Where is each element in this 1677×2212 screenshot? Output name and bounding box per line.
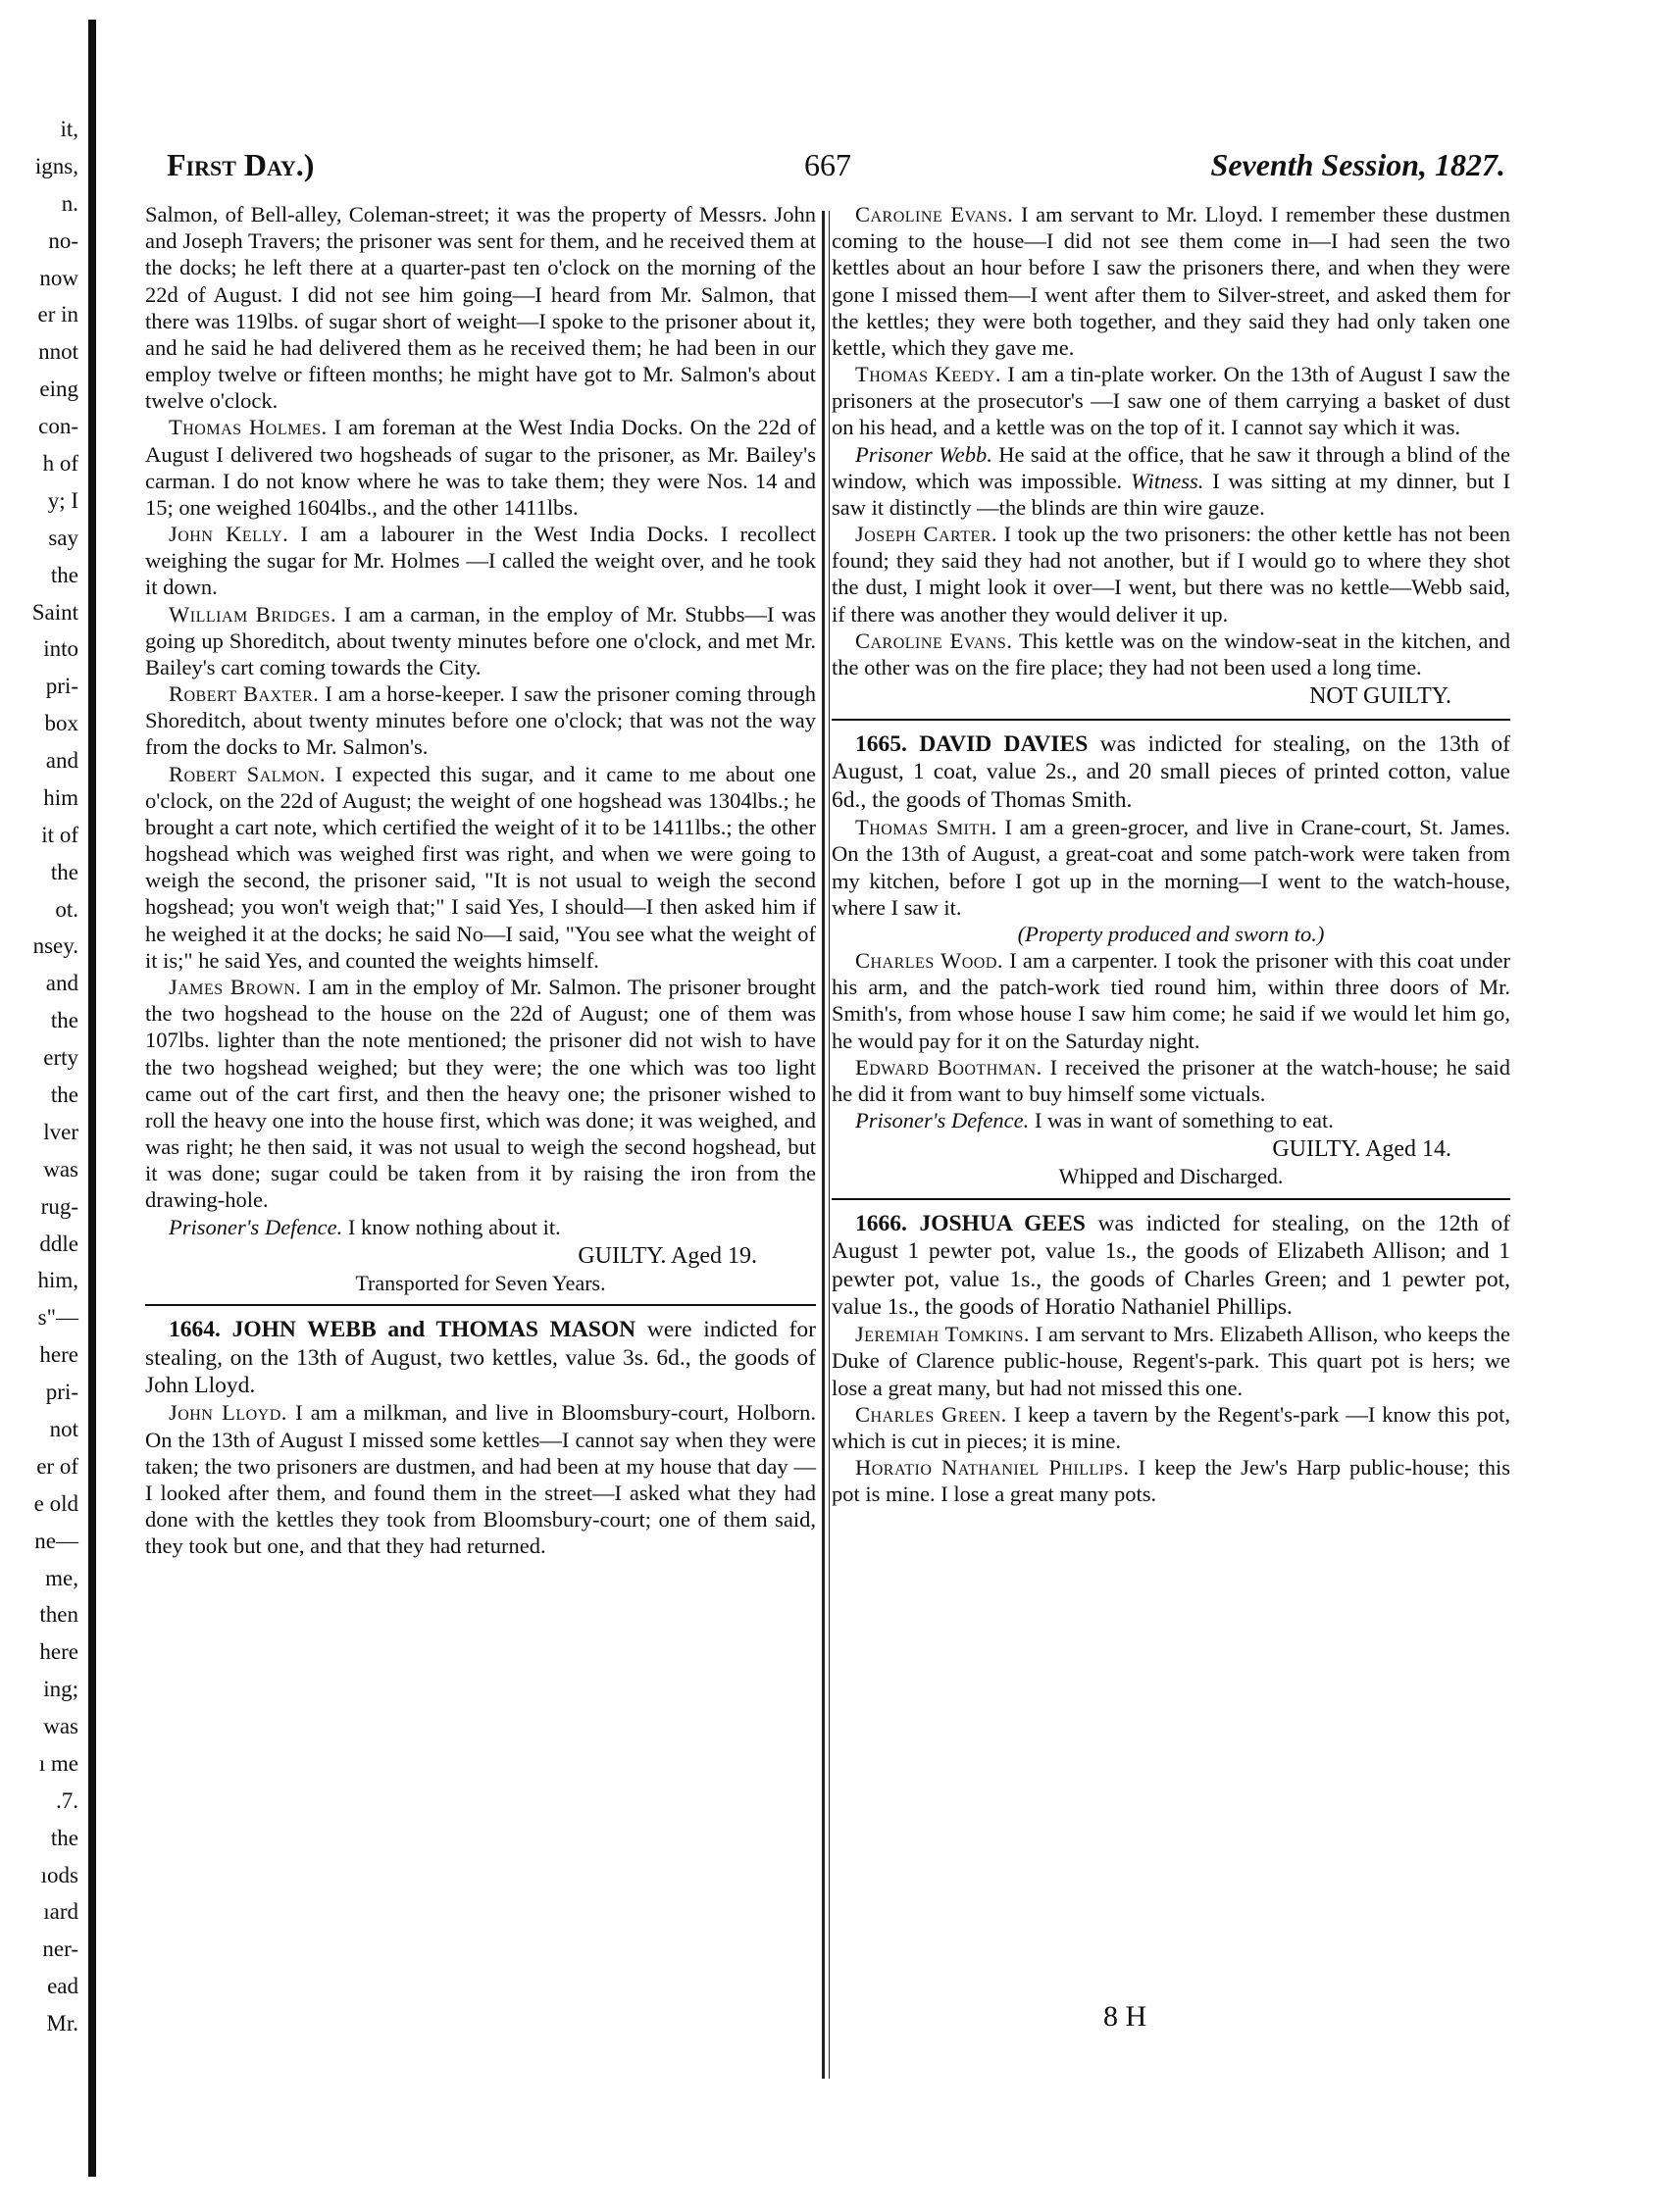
testimony-paragraph bbox=[145, 601, 816, 681]
left-column bbox=[145, 201, 816, 1559]
defence-text: I know nothing about it. bbox=[347, 1214, 561, 1239]
margin-fragment: into bbox=[43, 636, 78, 661]
witness-name: Jeremiah Tomkins. bbox=[855, 1322, 1030, 1347]
margin-fragment: y; I bbox=[47, 488, 78, 513]
margin-fragment: then bbox=[39, 1602, 78, 1627]
verdict: GUILTY. Aged 14. bbox=[1272, 1136, 1451, 1163]
margin-fragment: it, bbox=[60, 117, 78, 141]
margin-fragment: .7. bbox=[56, 1788, 78, 1813]
testimony-text: I am in the employ of Mr. Salmon. The prisoner brought the two hogshead to the house on the 22d of August; one of them was 107lbs. lighter than the note mentioned; the prisoner did not wish to have the two hogshead weighed; but they were; the one which was too light came out of the cart first, and then the heavy one; the prisoner wished to roll the heavy one into the house first, which was done; it was weighed, and was right; he then said, it was not usual to weigh the second hogshead, but it was done; sugar could be taken from it by raising the iron from the drawing-hole. bbox=[145, 974, 816, 1213]
margin-fragment: ot. bbox=[55, 897, 78, 922]
testimony-text: I keep a tavern by the Regent's-park —I know this pot, which is cut in pieces; it is mine. bbox=[832, 1401, 1510, 1453]
margin-fragment: n. bbox=[61, 191, 78, 216]
case-heading bbox=[832, 1210, 1510, 1322]
margin-fragment: him bbox=[43, 785, 78, 810]
testimony-text: I am a green-grocer, and live in Crane-court, St. James. On the 13th of August, a great-coat and some patch-work were taken from my kitchen, before I got up in the morning—I went to the watch-house, where I saw it. bbox=[832, 815, 1510, 920]
witness-name: William Bridges. bbox=[169, 601, 337, 627]
margin-fragment: e old bbox=[33, 1491, 78, 1516]
testimony-paragraph bbox=[145, 761, 816, 974]
testimony-text: I am a milkman, and live in Bloomsbury-court, Holborn. On the 13th of August I missed some kettles—I cannot say when they were taken; the two prisoners are dustmen, and had been at my house that day —I looked after them, and found them in the street—I asked what they had done with the kettles they took from Bloomsbury-court; one of them said, they took but one, and that they had returned. bbox=[145, 1400, 816, 1559]
prisoner-label: Prisoner Webb. bbox=[855, 441, 992, 467]
margin-fragment: it of bbox=[41, 823, 78, 847]
testimony-text: I am servant to Mrs. Elizabeth Allison, who keeps the Duke of Clarence public-house, Regent's-park. This quart pot is hers; we lose a great many, but had not missed this one. bbox=[832, 1322, 1511, 1400]
left-margin-fragments bbox=[0, 0, 86, 2212]
margin-fragment: er of bbox=[36, 1454, 78, 1479]
testimony-text: This kettle was on the window-seat in the kitchen, and the other was on the fire place; they had not been used a long time. bbox=[832, 628, 1511, 679]
margin-fragment: ı me bbox=[38, 1751, 78, 1776]
testimony-text: I am servant to Mr. Lloyd. I remember these dustmen coming to the house—I did not see them come in—I had seen the two kettles about an hour before I saw the prisoners there, and when they were gone I missed them—I went after them to Silver-street, and asked them for the kettles; they were both together, and they said they had only taken one kettle, which they gave me. bbox=[832, 202, 1511, 360]
witness-name: Thomas Holmes. bbox=[169, 415, 328, 440]
witness-label: Witness. bbox=[1131, 468, 1204, 493]
witness-name: Thomas Smith. bbox=[855, 815, 997, 840]
margin-fragment: say bbox=[48, 526, 78, 550]
margin-fragment: Saint bbox=[31, 600, 78, 625]
margin-fragment: not bbox=[49, 1417, 78, 1441]
margin-fragment: Mr. bbox=[46, 2011, 78, 2036]
verdict: GUILTY. Aged 19. bbox=[578, 1242, 757, 1269]
binding-spine bbox=[88, 20, 96, 2177]
verdict: NOT GUILTY. bbox=[1309, 683, 1451, 710]
margin-fragment: s"— bbox=[37, 1305, 78, 1330]
right-column bbox=[832, 201, 1510, 1508]
testimony-paragraph bbox=[832, 361, 1510, 441]
page-header bbox=[167, 147, 1505, 190]
testimony-paragraph bbox=[832, 1054, 1510, 1107]
case-separator-rule bbox=[832, 1198, 1510, 1200]
running-head-right: Seventh Session, 1827. bbox=[1210, 147, 1505, 182]
margin-fragment: the bbox=[50, 1826, 78, 1850]
witness-name: Caroline Evans. bbox=[855, 202, 1014, 226]
running-head-left: First Day.) bbox=[167, 147, 315, 182]
testimony-paragraph bbox=[145, 1399, 816, 1559]
margin-fragment: ne— bbox=[34, 1529, 78, 1553]
witness-name: Thomas Keedy. bbox=[855, 362, 1001, 387]
defendant-names: JOHN WEBB and THOMAS MASON bbox=[231, 1317, 636, 1343]
column-divider bbox=[822, 211, 825, 2079]
margin-fragment: ead bbox=[47, 1974, 78, 1998]
testimony-paragraph bbox=[832, 201, 1510, 361]
witness-name: Charles Wood. bbox=[855, 948, 1004, 974]
witness-name: James Brown. bbox=[169, 974, 302, 999]
page-number: 667 bbox=[804, 147, 851, 182]
witness-name: John Lloyd. bbox=[169, 1400, 287, 1426]
testimony-paragraph bbox=[832, 1454, 1510, 1507]
margin-fragment: nnot bbox=[38, 339, 78, 364]
sentence: Transported for Seven Years. bbox=[355, 1270, 606, 1295]
defendant-names: JOSHUA GEES bbox=[919, 1210, 1086, 1236]
margin-fragment: here bbox=[39, 1342, 78, 1367]
margin-fragment: no- bbox=[48, 228, 78, 253]
testimony-paragraph bbox=[832, 628, 1510, 680]
case-heading bbox=[145, 1316, 816, 1399]
testimony-paragraph bbox=[832, 1321, 1510, 1401]
witness-name: Robert Baxter. bbox=[169, 681, 320, 707]
testimony-paragraph: Salmon, of Bell-alley, Coleman-street; it was the property of Messrs. John and Joseph Travers; the prisoner was sent for them, and he received them at the docks; he left there at a quarter-past ten o'clock on the morning of the 22d of August. I did not see him going—I heard from Mr. Salmon, that there was 119lbs. of sugar short of weight—I spoke to the prisoner about it, and he said he had delivered them as he received them; he had been in our employ twelve or fifteen months; he might have got to Mr. Salmon's about twelve o'clock. bbox=[145, 202, 816, 414]
testimony-paragraph bbox=[145, 521, 816, 601]
testimony-text: I am a carman, in the employ of Mr. Stubbs—I was going up Shoreditch, about twenty minutes before one o'clock, and met Mr. Bailey's cart coming towards the City. bbox=[145, 601, 817, 679]
margin-fragment: here bbox=[39, 1639, 78, 1664]
indictment-text: was indicted for stealing, on the 12th of August 1 pewter pot, value 1s., the goods of Elizabeth Allison; and 1 pewter pot, value 1s., the goods of Charles Green; and 1 pewter pot, value 1s., the goods of Horatio Nathaniel Phillips. bbox=[832, 1210, 1510, 1320]
testimony-paragraph bbox=[832, 521, 1510, 628]
property-note: (Property produced and sworn to.) bbox=[1017, 921, 1325, 946]
case-separator-rule bbox=[145, 1304, 816, 1306]
defence-paragraph bbox=[145, 1214, 816, 1240]
margin-fragment: ıods bbox=[40, 1863, 78, 1887]
testimony-paragraph bbox=[145, 680, 816, 761]
testimony-text: I expected this sugar, and it came to me about one o'clock, on the 22d of August; the weight of one hogshead was 1304lbs.; he brought a cart note, which certified the weight of it to be 1411lbs.; the other hogshead which was weighed first was right, and when we were going to weigh the second, the prisoner said, "It is not usual to weigh the second hogshead; you won't weigh that;" I said Yes, I should—I then asked him if he weighed it at the docks; he said No—I said, "You see what the weight of it is;" he said Yes, and counted the weights himself. bbox=[145, 761, 817, 973]
margin-fragment: box bbox=[44, 711, 78, 735]
margin-fragment: er in bbox=[37, 302, 78, 327]
margin-fragment: pri- bbox=[45, 1380, 78, 1404]
testimony-text: I am a carpenter. I took the prisoner with this coat under his arm, and the patch-work tied round him, within three doors of Mr. Smith's, from whose house I saw him come; he said if we would let him go, he would pay for it on the Saturday night. bbox=[832, 948, 1510, 1053]
case-separator-rule bbox=[832, 719, 1510, 721]
margin-fragment: ner- bbox=[42, 1936, 78, 1961]
margin-fragment: rug- bbox=[40, 1194, 78, 1219]
margin-fragment: pri- bbox=[45, 674, 78, 698]
margin-fragment: h of bbox=[42, 451, 78, 476]
margin-fragment: him, bbox=[37, 1268, 78, 1292]
defence-text: I was in want of something to eat. bbox=[1034, 1108, 1334, 1133]
margin-fragment: now bbox=[39, 266, 78, 290]
margin-fragment: me, bbox=[45, 1566, 78, 1590]
margin-fragment: the bbox=[50, 860, 78, 884]
testimony-text: I am a horse-keeper. I saw the prisoner coming through Shoreditch, about twenty minutes before one o'clock; that was not the way from the docks to Mr. Salmon's. bbox=[145, 681, 816, 760]
margin-fragment: nsey. bbox=[32, 933, 78, 958]
testimony-paragraph bbox=[832, 814, 1510, 921]
testimony-text: I took up the two prisoners: the other kettle has not been found; they said they had not another, but if I would go to where they shot the dust, I might look it over—I went, but there was no kettle—Webb said, if there was another they would deliver it up. bbox=[832, 522, 1510, 627]
case-number: 1666. bbox=[855, 1210, 907, 1236]
testimony-text: I was sitting at my dinner, but I saw it distinctly —the blinds are thin wire gauze. bbox=[832, 468, 1511, 520]
margin-fragment: was bbox=[43, 1714, 78, 1738]
margin-fragment: and bbox=[45, 971, 78, 995]
margin-fragment: ıard bbox=[43, 1899, 78, 1924]
testimony-paragraph bbox=[832, 441, 1510, 522]
margin-fragment: eing bbox=[39, 377, 78, 401]
witness-name: Horatio Nathaniel Phillips. bbox=[855, 1455, 1130, 1481]
margin-fragment: erty bbox=[43, 1045, 78, 1070]
testimony-paragraph bbox=[832, 947, 1510, 1054]
margin-fragment: ddle bbox=[39, 1232, 78, 1256]
margin-fragment: the bbox=[50, 563, 78, 587]
testimony-text: I received the prisoner at the watch-house; he said he did it from want to buy himself some victuals. bbox=[832, 1054, 1510, 1106]
witness-name: Charles Green. bbox=[855, 1401, 1007, 1427]
defendant-names: DAVID DAVIES bbox=[919, 731, 1089, 758]
margin-fragment: was bbox=[43, 1157, 78, 1181]
margin-fragment: con- bbox=[38, 414, 78, 438]
column-divider-inner bbox=[829, 211, 830, 2079]
margin-fragment: the bbox=[50, 1082, 78, 1107]
defence-label: Prisoner's Defence. bbox=[169, 1214, 343, 1239]
sentence: Whipped and Discharged. bbox=[1058, 1164, 1284, 1189]
case-number: 1665. bbox=[855, 731, 907, 758]
margin-fragment: ing; bbox=[43, 1677, 78, 1701]
margin-fragment: and bbox=[45, 748, 78, 773]
testimony-text: I keep the Jew's Harp public-house; this pot is mine. I lose a great many pots. bbox=[832, 1455, 1511, 1507]
margin-fragment: the bbox=[50, 1008, 78, 1032]
witness-name: Robert Salmon. bbox=[169, 761, 326, 786]
testimony-text: I am a labourer in the West India Docks. I recollect weighing the sugar for Mr. Holmes —I called the weight over, and he took it down. bbox=[145, 522, 816, 600]
testimony-paragraph bbox=[832, 1401, 1510, 1454]
witness-name: Joseph Carter. bbox=[855, 522, 998, 547]
case-number: 1664. bbox=[169, 1317, 221, 1343]
testimony-text: I am a tin-plate worker. On the 13th of August I saw the prisoners at the prosecutor's —I saw one of them carrying a basket of dust on his head, and a kettle was on the top of it. I cannot say which it was. bbox=[832, 362, 1510, 440]
witness-name: John Kelly. bbox=[169, 522, 289, 547]
testimony-paragraph bbox=[145, 974, 816, 1214]
margin-fragment: igns, bbox=[34, 154, 78, 178]
case-heading bbox=[832, 730, 1510, 814]
defence-label: Prisoner's Defence. bbox=[855, 1108, 1030, 1133]
indictment-text: were indicted for stealing, on the 13th of August, two kettles, value 3s. 6d., the goods of John Lloyd. bbox=[145, 1317, 816, 1398]
witness-name: Edward Boothman. bbox=[855, 1054, 1042, 1080]
signature-mark: 8 H bbox=[1103, 2000, 1147, 2033]
testimony-text: He said at the office, that he saw it through a blind of the window, which was impossible. bbox=[832, 441, 1510, 493]
margin-fragment: lver bbox=[43, 1120, 78, 1144]
defence-paragraph bbox=[832, 1107, 1510, 1133]
testimony-paragraph bbox=[145, 414, 816, 521]
witness-name: Caroline Evans. bbox=[855, 628, 1013, 653]
testimony-text: I am foreman at the West India Docks. On the 22d of August I delivered two hogsheads of sugar to the prisoner, as Mr. Bailey's carman. I do not know where he was to take them; they were Nos. 14 and 15; one weighed 1604lbs., and the other 1411lbs. bbox=[145, 415, 817, 520]
indictment-text: was indicted for stealing, on the 13th of August, 1 coat, value 2s., and 20 small pieces of printed cotton, value 6d., the goods of Thomas Smith. bbox=[832, 731, 1511, 813]
